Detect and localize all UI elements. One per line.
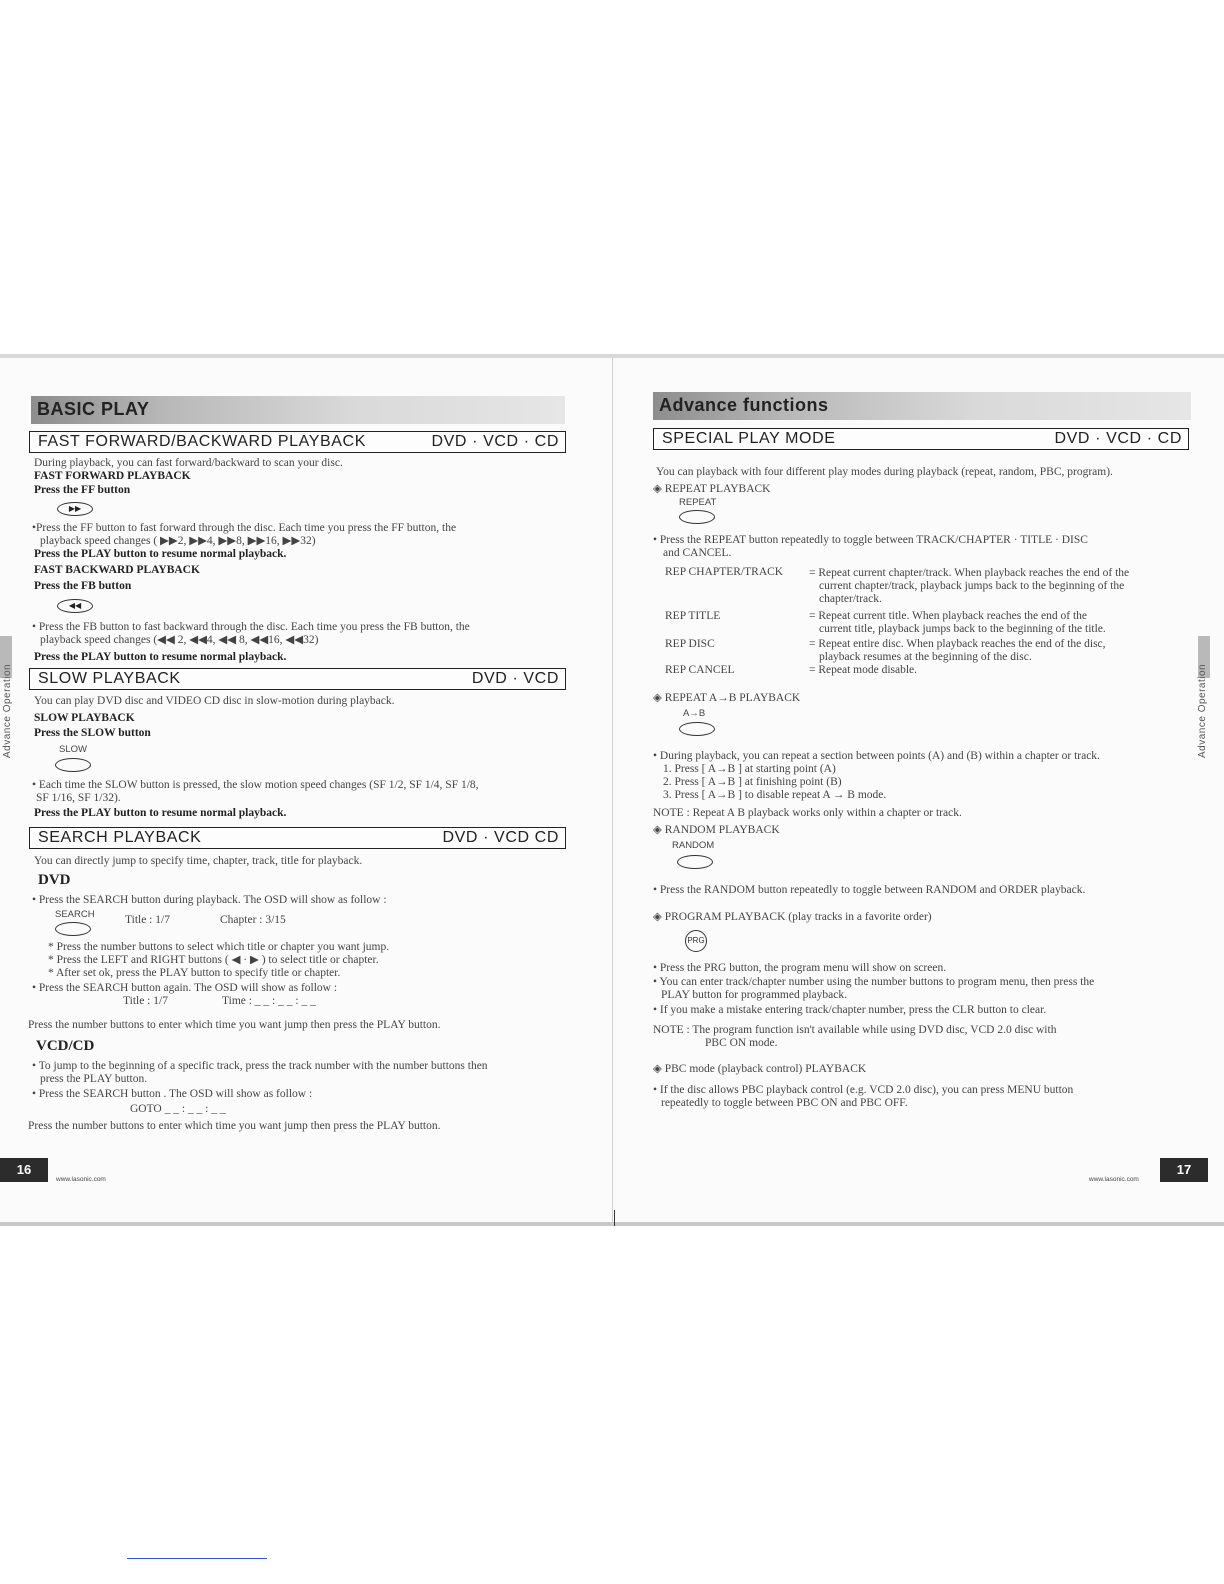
vcd-instruction: Press the number buttons to enter which time you want jump then press the PLAY button. — [28, 1120, 441, 1132]
ff-header-media: DVD · VCD · CD — [431, 433, 559, 450]
ff-intro: During playback, you can fast forward/backward to scan your disc. — [34, 457, 343, 469]
section-title: BASIC PLAY — [37, 399, 150, 419]
side-tab-label: Advance Operation — [2, 663, 13, 758]
rep-row-desc: = Repeat mode disable. — [809, 664, 918, 676]
ff-sub-backward: FAST BACKWARD PLAYBACK — [34, 564, 200, 576]
osd1-chapter: Chapter : 3/15 — [220, 914, 286, 926]
search-header — [29, 827, 566, 849]
vcd-bullet-1b: press the PLAY button. — [40, 1073, 148, 1085]
ff-press-ff: Press the FF button — [34, 484, 131, 496]
search-instruction: Press the number buttons to enter which time you want jump then press the PLAY button. — [28, 1019, 441, 1031]
rep-row-desc: playback resumes at the beginning of the disc. — [819, 651, 1032, 663]
section-title: Advance functions — [659, 395, 829, 415]
left-page — [0, 358, 612, 1222]
program-note-b: PBC ON mode. — [705, 1037, 778, 1049]
program-bullet-1: • Press the PRG button, the program menu will show on screen. — [653, 962, 947, 974]
ff-header-title: FAST FORWARD/BACKWARD PLAYBACK — [38, 433, 366, 450]
ab-heading: ◈ REPEAT A→B PLAYBACK — [653, 692, 801, 704]
ab-bullet: • During playback, you can repeat a section between points (A) and (B) within a chapter or track. — [653, 750, 1100, 762]
pbc-bullet-b: repeatedly to toggle between PBC ON and PBC OFF. — [661, 1097, 908, 1109]
ff-sub-forward: FAST FORWARD PLAYBACK — [34, 470, 191, 482]
slow-bullet-b: SF 1/16, SF 1/32). — [36, 792, 121, 804]
ab-button-icon — [679, 722, 715, 736]
spm-intro: You can playback with four different play modes during playback (repeat, random, PBC, program). — [656, 466, 1113, 478]
ff-resume-2: Press the PLAY button to resume normal playback. — [34, 651, 287, 663]
ff-press-fb: Press the FB button — [34, 580, 132, 592]
search-star-2: * Press the LEFT and RIGHT buttons ( ◀ · ▶ ) to select title or chapter. — [48, 954, 379, 966]
pbc-heading: ◈ PBC mode (playback control) PLAYBACK — [653, 1063, 867, 1075]
rep-row-desc: current title, playback jumps back to the beginning of the title. — [819, 623, 1106, 635]
page-number: 16 — [0, 1158, 48, 1182]
ff-button-icon — [57, 502, 93, 516]
ff-resume-1: Press the PLAY button to resume normal playback. — [34, 548, 287, 560]
rep-row-desc: chapter/track. — [819, 593, 882, 605]
spm-header-media: DVD · VCD · CD — [1054, 430, 1182, 447]
ab-note: NOTE : Repeat A B playback works only within a chapter or track. — [653, 807, 962, 819]
fb-glyph: ◀◀ — [68, 601, 82, 610]
website-url: www.lasonic.com — [1089, 1176, 1139, 1183]
ff-bullet-2a: • Press the FB button to fast backward through the disc. Each time you press the FB button, the — [32, 621, 470, 633]
section-banner — [31, 396, 565, 424]
slow-button-icon — [55, 758, 91, 772]
rep-row-key: REP CHAPTER/TRACK — [665, 566, 784, 578]
program-bullet-2b: PLAY button for programmed playback. — [661, 989, 847, 1001]
random-button-icon — [677, 855, 713, 869]
ff-glyph: ▶▶ — [68, 504, 82, 513]
slow-button-label: SLOW — [59, 744, 87, 755]
search-intro: You can directly jump to specify time, chapter, track, title for playback. — [34, 855, 363, 867]
program-bullet-2a: • You can enter track/chapter number using the number buttons to program menu, then press the — [653, 976, 1095, 988]
ff-bullet-1a: •Press the FF button to fast forward through the disc. Each time you press the FF button, the — [32, 522, 457, 534]
random-bullet: • Press the RANDOM button repeatedly to toggle between RANDOM and ORDER playback. — [653, 884, 1086, 896]
slow-header-title: SLOW PLAYBACK — [38, 670, 181, 687]
goto-osd: GOTO _ _ : _ _ : _ _ — [130, 1103, 226, 1115]
osd2-time: Time : _ _ : _ _ : _ _ — [222, 995, 316, 1007]
slow-press: Press the SLOW button — [34, 727, 151, 739]
slow-bullet-a: • Each time the SLOW button is pressed, the slow motion speed changes (SF 1/2, SF 1/4, SF 1/8, — [32, 779, 479, 791]
slow-header — [29, 668, 566, 690]
dvd-heading: DVD — [38, 872, 71, 888]
fb-button-icon — [57, 599, 93, 613]
repeat-bullet-a: • Press the REPEAT button repeatedly to toggle between TRACK/CHAPTER · TITLE · DISC — [653, 534, 1088, 546]
rep-row-desc: = Repeat current title. When playback reaches the end of the — [809, 610, 1087, 622]
rep-row-key: REP DISC — [665, 638, 715, 650]
search-star-3: * After set ok, press the PLAY button to specify title or chapter. — [48, 967, 341, 979]
search-header-title: SEARCH PLAYBACK — [38, 829, 202, 846]
prg-button-icon: PRG — [685, 930, 707, 952]
slow-header-media: DVD · VCD — [471, 670, 559, 687]
repeat-bullet-b: and CANCEL. — [663, 547, 732, 559]
pbc-bullet-a: • If the disc allows PBC playback control (e.g. VCD 2.0 disc), you can press MENU button — [653, 1084, 1074, 1096]
random-heading: ◈ RANDOM PLAYBACK — [653, 824, 780, 836]
vcd-bullet-1a: • To jump to the beginning of a specific track, press the track number with the number buttons then — [32, 1060, 488, 1072]
rep-row-desc: current chapter/track, playback jumps back to the beginning of the — [819, 580, 1125, 592]
osd2-title: Title : 1/7 — [123, 995, 168, 1007]
footer-link-line — [127, 1558, 267, 1559]
search-bullet-2: • Press the SEARCH button again. The OSD will show as follow : — [32, 982, 338, 994]
ff-bullet-2b: playback speed changes (◀◀ 2, ◀◀4, ◀◀ 8, ◀◀16, ◀◀32) — [40, 634, 319, 646]
repeat-heading: ◈ REPEAT PLAYBACK — [653, 483, 771, 495]
program-bullet-3: • If you make a mistake entering track/chapter number, press the CLR button to clear. — [653, 1004, 1047, 1016]
rep-row-key: REP TITLE — [665, 610, 721, 622]
osd1-title: Title : 1/7 — [125, 914, 170, 926]
vcd-heading: VCD/CD — [36, 1038, 95, 1054]
program-heading: ◈ PROGRAM PLAYBACK (play tracks in a favorite order) — [653, 911, 932, 923]
side-tab-label: Advance Operation — [1197, 663, 1208, 758]
ab-step-1: 1. Press [ A→B ] at starting point (A) — [663, 763, 836, 775]
rep-row-desc: = Repeat current chapter/track. When playback reaches the end of the — [809, 567, 1130, 579]
ff-header — [29, 431, 566, 453]
search-button-icon — [55, 922, 91, 936]
random-button-label: RANDOM — [672, 840, 715, 851]
website-url: www.lasonic.com — [56, 1176, 106, 1183]
ab-button-label: A→B — [683, 708, 706, 719]
vcd-bullet-2: • Press the SEARCH button . The OSD will show as follow : — [32, 1088, 313, 1100]
search-header-media: DVD · VCD CD — [442, 829, 559, 846]
search-bullet-1: • Press the SEARCH button during playback. The OSD will show as follow : — [32, 894, 387, 906]
spm-header-title: SPECIAL PLAY MODE — [662, 430, 836, 447]
ab-step-3: 3. Press [ A→B ] to disable repeat A → B mode. — [663, 789, 887, 801]
page-number: 17 — [1160, 1158, 1208, 1182]
search-star-1: * Press the number buttons to select which title or chapter you want jump. — [48, 941, 390, 953]
slow-resume: Press the PLAY button to resume normal playback. — [34, 807, 287, 819]
ab-step-2: 2. Press [ A→B ] at finishing point (B) — [663, 776, 842, 788]
spm-header — [653, 428, 1189, 450]
repeat-button-label: REPEAT — [679, 497, 717, 508]
slow-intro: You can play DVD disc and VIDEO CD disc in slow-motion during playback. — [34, 695, 395, 707]
rep-row-key: REP CANCEL — [665, 664, 735, 676]
rep-row-desc: = Repeat entire disc. When playback reaches the end of the disc, — [809, 638, 1106, 650]
repeat-button-icon — [679, 510, 715, 524]
program-note-a: NOTE : The program function isn't available while using DVD disc, VCD 2.0 disc with — [653, 1024, 1057, 1036]
section-banner — [653, 392, 1191, 420]
slow-sub: SLOW PLAYBACK — [34, 712, 135, 724]
search-button-label: SEARCH — [55, 909, 95, 920]
ff-bullet-1b: playback speed changes ( ▶▶2, ▶▶4, ▶▶8, ▶▶16, ▶▶32) — [40, 535, 316, 547]
right-page — [613, 358, 1224, 1222]
